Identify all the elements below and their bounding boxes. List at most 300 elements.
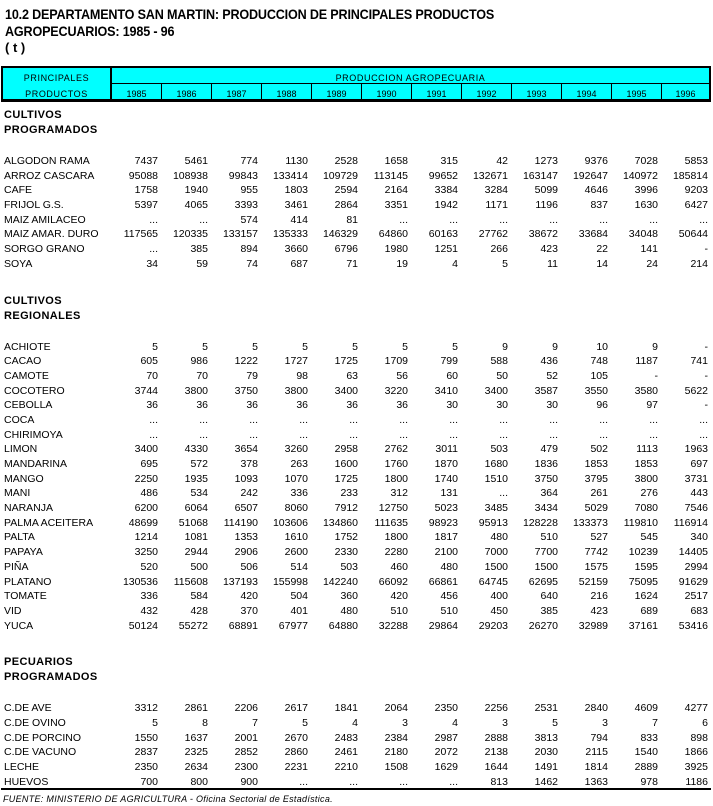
value-cell: 5 — [352, 340, 358, 353]
value-cell: 4065 — [184, 199, 208, 212]
value-cell: 7028 — [634, 155, 658, 167]
value-cell: 34 — [146, 257, 158, 270]
value-cell: 3220 — [384, 384, 408, 397]
value-cell: 1725 — [334, 472, 358, 485]
value-cell: 11 — [547, 257, 558, 270]
value-cell: 2206 — [234, 702, 258, 715]
value-cell: 1740 — [434, 472, 458, 485]
title-line-1: 10.2 DEPARTAMENTO SAN MARTIN: PRODUCCION DE PRINCIPALES PRODUCTOS — [5, 6, 495, 22]
value-cell: 2617 — [284, 702, 308, 715]
value-cell: ... — [349, 413, 358, 426]
product-name: CACAO — [4, 355, 42, 368]
value-cell: 1550 — [134, 731, 158, 744]
value-cell: 2864 — [334, 199, 358, 212]
value-cell: 6064 — [184, 502, 208, 515]
value-cell: 1752 — [334, 531, 358, 544]
table-row — [0, 560, 713, 575]
value-cell: 2958 — [334, 443, 358, 456]
value-cell: 640 — [540, 590, 558, 603]
value-cell: 103606 — [272, 516, 308, 529]
value-cell: 3731 — [684, 472, 708, 485]
product-name: CAFE — [4, 184, 33, 197]
product-name: PIÑA — [4, 560, 29, 573]
value-cell: ... — [549, 428, 558, 441]
value-cell: 3393 — [234, 199, 258, 212]
value-cell: 510 — [440, 604, 458, 617]
value-cell: 55272 — [178, 619, 208, 632]
table-row — [0, 198, 713, 213]
value-cell: 428 — [190, 604, 208, 617]
value-cell: 5461 — [184, 155, 208, 167]
value-cell: 480 — [440, 560, 458, 573]
value-cell: 1803 — [284, 184, 308, 197]
value-cell: 14405 — [678, 546, 708, 559]
value-cell: 385 — [190, 243, 208, 256]
value-cell: 1113 — [636, 443, 658, 456]
value-cell: ... — [649, 413, 658, 426]
value-cell: 1629 — [434, 761, 458, 773]
value-cell: 2840 — [584, 702, 608, 715]
value-cell: 1963 — [684, 443, 708, 456]
product-name: ACHIOTE — [4, 340, 51, 353]
value-cell: 50 — [496, 369, 508, 382]
value-cell: 3250 — [134, 546, 158, 559]
value-cell: 133414 — [272, 169, 308, 182]
value-cell: 3461 — [284, 199, 308, 212]
product-name: PALTA — [4, 531, 35, 544]
value-cell: 2250 — [134, 472, 158, 485]
value-cell: 12750 — [378, 502, 408, 515]
value-cell: 109729 — [322, 169, 358, 182]
value-cell: 1935 — [184, 472, 208, 485]
table-row — [0, 545, 713, 560]
section-title: CULTIVOS — [4, 109, 62, 121]
value-cell: 108938 — [172, 169, 208, 182]
value-cell: 3434 — [534, 502, 558, 515]
value-cell: 2762 — [384, 443, 408, 456]
year-header: 1989 — [312, 84, 362, 99]
value-cell: 1130 — [285, 155, 308, 167]
value-cell: 1273 — [534, 155, 558, 167]
value-cell: 2483 — [334, 731, 358, 744]
value-cell: 96 — [596, 399, 608, 412]
value-cell: 9 — [552, 340, 558, 353]
value-cell: 1595 — [634, 560, 658, 573]
value-cell: 128228 — [522, 516, 558, 529]
value-cell: ... — [349, 775, 358, 788]
value-cell: 360 — [340, 590, 358, 603]
value-cell: 700 — [140, 775, 158, 788]
value-cell: 370 — [240, 604, 258, 617]
value-cell: 2852 — [234, 746, 258, 759]
value-cell: ... — [299, 413, 308, 426]
product-name: C.DE OVINO — [4, 716, 66, 729]
value-cell: 6200 — [134, 502, 158, 515]
value-cell: 479 — [540, 443, 558, 456]
value-cell: 1510 — [484, 472, 508, 485]
value-cell: ... — [549, 413, 558, 426]
table-row — [0, 716, 713, 731]
product-name: ALGODON RAMA — [4, 155, 90, 167]
product-name: CHIRIMOYA — [4, 428, 63, 441]
value-cell: 5 — [302, 340, 308, 353]
year-header: 1991 — [412, 84, 462, 99]
value-cell: ... — [499, 487, 508, 500]
product-name: PAPAYA — [4, 546, 43, 559]
value-cell: 500 — [190, 560, 208, 573]
value-cell: 7080 — [634, 502, 658, 515]
section-rows — [0, 701, 713, 789]
year-header: 1990 — [362, 84, 412, 99]
table-row — [0, 428, 713, 443]
value-cell: ... — [299, 428, 308, 441]
value-cell: 116914 — [673, 516, 708, 529]
product-name: FRIJOL G.S. — [4, 199, 64, 212]
value-cell: 3813 — [534, 731, 558, 744]
value-cell: 146329 — [322, 228, 358, 241]
year-header: 1985 — [112, 84, 162, 99]
value-cell: 3800 — [184, 384, 208, 397]
value-cell: 545 — [640, 531, 658, 544]
table-row — [0, 384, 713, 399]
value-cell: 50124 — [128, 619, 158, 632]
year-header: 1996 — [675, 89, 696, 99]
value-cell: 1942 — [434, 199, 458, 212]
value-cell: 2350 — [434, 702, 458, 715]
product-name: SORGO GRANO — [4, 243, 85, 256]
value-cell: 216 — [590, 590, 608, 603]
value-cell: 2634 — [184, 761, 208, 773]
value-cell: 8 — [202, 716, 208, 729]
value-cell: 62695 — [528, 575, 558, 588]
section-subtitle: PROGRAMADOS — [4, 124, 98, 136]
product-name: COCOTERO — [4, 384, 65, 397]
product-name: C.DE AVE — [4, 702, 52, 715]
value-cell: 5 — [152, 716, 158, 729]
value-cell: 29864 — [428, 619, 458, 632]
header-label-principales: PRINCIPALES — [23, 73, 90, 83]
value-cell: 6796 — [334, 243, 358, 256]
value-cell: ... — [699, 213, 708, 226]
value-cell: 1600 — [334, 458, 358, 470]
value-cell: 91629 — [678, 575, 708, 588]
value-cell: 1760 — [384, 458, 408, 470]
value-cell: 504 — [290, 590, 308, 603]
value-cell: 2531 — [534, 702, 558, 715]
value-cell: 3400 — [484, 384, 508, 397]
value-cell: 185814 — [672, 169, 708, 182]
value-cell: 1725 — [334, 355, 358, 368]
value-cell: 2210 — [334, 761, 358, 773]
value-cell: 10 — [596, 340, 608, 353]
value-cell: 7 — [652, 716, 658, 729]
value-cell: 3750 — [234, 384, 258, 397]
value-cell: 1214 — [134, 531, 158, 544]
value-cell: ... — [199, 213, 208, 226]
product-name: CEBOLLA — [4, 399, 53, 412]
source-note: FUENTE: MINISTERIO DE AGRICULTURA - Oficina Sectorial de Estadística. — [3, 794, 333, 804]
value-cell: 900 — [240, 775, 258, 788]
value-cell: ... — [449, 428, 458, 441]
product-name: VID — [4, 604, 22, 617]
table-row — [0, 589, 713, 604]
value-cell: 1196 — [535, 199, 558, 212]
value-cell: 7700 — [534, 546, 558, 559]
section-rows — [0, 154, 713, 272]
value-cell: 3400 — [134, 443, 158, 456]
table-row — [0, 530, 713, 545]
product-name: MAIZ AMILACEO — [4, 213, 86, 226]
value-cell: 794 — [590, 731, 608, 744]
value-cell: 799 — [440, 355, 458, 368]
value-cell: ... — [649, 428, 658, 441]
value-cell: 1644 — [484, 761, 508, 773]
value-cell: 1680 — [484, 458, 508, 470]
table-row — [0, 472, 713, 487]
value-cell: ... — [699, 413, 708, 426]
value-cell: 137193 — [222, 575, 258, 588]
value-cell: 1630 — [634, 199, 658, 212]
value-cell: 456 — [440, 590, 458, 603]
value-cell: 423 — [590, 604, 608, 617]
value-cell: 6 — [702, 716, 708, 729]
value-cell: 4646 — [584, 184, 608, 197]
value-cell: - — [654, 369, 658, 382]
production-column-group — [112, 68, 709, 99]
table-section — [0, 294, 713, 634]
value-cell: 955 — [240, 184, 258, 197]
value-cell: 336 — [290, 487, 308, 500]
value-cell: 2600 — [284, 546, 308, 559]
value-cell: 340 — [690, 531, 708, 544]
value-cell: 36 — [246, 399, 258, 412]
value-cell: ... — [499, 428, 508, 441]
value-cell: 98923 — [428, 516, 458, 529]
value-cell: 8060 — [284, 502, 308, 515]
value-cell: 5 — [152, 340, 158, 353]
value-cell: 502 — [590, 443, 608, 456]
value-cell: 2384 — [384, 731, 408, 744]
value-cell: 24 — [646, 257, 658, 270]
product-name: MANDARINA — [4, 458, 68, 470]
value-cell: 7742 — [584, 546, 608, 559]
value-cell: 5397 — [134, 199, 158, 212]
value-cell: 70 — [146, 369, 158, 382]
value-cell: 1637 — [184, 731, 208, 744]
value-cell: 436 — [540, 355, 558, 368]
value-cell: 385 — [540, 604, 558, 617]
value-cell: 986 — [190, 355, 208, 368]
value-cell: 242 — [240, 487, 258, 500]
value-cell: 3654 — [234, 443, 258, 456]
value-cell: 1363 — [584, 775, 608, 788]
value-cell: 131 — [440, 487, 458, 500]
value-cell: 4330 — [184, 443, 208, 456]
value-cell: ... — [549, 213, 558, 226]
value-cell: 1814 — [584, 761, 608, 773]
value-cell: 1070 — [284, 472, 308, 485]
value-cell: 95088 — [128, 169, 158, 182]
value-cell: ... — [299, 775, 308, 788]
value-cell: 134860 — [322, 516, 358, 529]
value-cell: 133157 — [222, 228, 258, 241]
product-name: COCA — [4, 413, 35, 426]
table-row — [0, 516, 713, 531]
value-cell: ... — [199, 413, 208, 426]
value-cell: 3485 — [484, 502, 508, 515]
value-cell: 978 — [640, 775, 658, 788]
table-body — [0, 108, 713, 789]
value-cell: 2001 — [234, 731, 258, 744]
table-row — [0, 501, 713, 516]
value-cell: 813 — [490, 775, 508, 788]
table-row — [0, 745, 713, 760]
value-cell: 3284 — [484, 184, 508, 197]
value-cell: 450 — [490, 604, 508, 617]
table-row — [0, 213, 713, 228]
value-cell: 9203 — [684, 184, 708, 197]
value-cell: 2330 — [334, 546, 358, 559]
value-cell: 37161 — [628, 619, 658, 632]
value-cell: 2350 — [134, 761, 158, 773]
value-cell: 1727 — [284, 355, 308, 368]
value-cell: 98 — [296, 369, 308, 382]
value-cell: 163147 — [522, 169, 558, 182]
value-cell: 1508 — [384, 761, 408, 773]
table-row — [0, 340, 713, 355]
value-cell: ... — [649, 213, 658, 226]
value-cell: 336 — [140, 590, 158, 603]
value-cell: 52159 — [578, 575, 608, 588]
table-row — [0, 413, 713, 428]
value-cell: 276 — [640, 487, 658, 500]
value-cell: 7437 — [134, 155, 158, 167]
section-subtitle: PROGRAMADOS — [4, 671, 98, 684]
value-cell: 1658 — [384, 155, 408, 167]
product-name: PALMA ACEITERA — [4, 516, 94, 529]
value-cell: 75095 — [628, 575, 658, 588]
value-cell: 53416 — [678, 619, 708, 632]
value-cell: ... — [449, 213, 458, 226]
value-cell: 423 — [540, 243, 558, 256]
value-cell: ... — [149, 213, 158, 226]
value-cell: 32288 — [378, 619, 408, 632]
value-cell: - — [704, 243, 708, 256]
value-cell: ... — [499, 213, 508, 226]
value-cell: 486 — [140, 487, 158, 500]
value-cell: 689 — [640, 604, 658, 617]
product-name: LIMON — [4, 443, 38, 456]
value-cell: 5622 — [684, 384, 708, 397]
product-name: C.DE VACUNO — [4, 746, 77, 759]
value-cell: 4 — [452, 257, 458, 270]
value-cell: 119810 — [623, 516, 658, 529]
value-cell: 5853 — [684, 155, 708, 167]
section-title: PECUARIOS — [4, 656, 73, 669]
value-cell: ... — [149, 428, 158, 441]
value-cell: 42 — [496, 155, 508, 167]
value-cell: 36 — [296, 399, 308, 412]
table-row — [0, 731, 713, 746]
value-cell: 2280 — [384, 546, 408, 559]
value-cell: 105 — [590, 369, 608, 382]
value-cell: 1980 — [384, 243, 408, 256]
value-cell: 3011 — [435, 443, 458, 456]
value-cell: 2861 — [184, 702, 208, 715]
value-cell: 898 — [690, 731, 708, 744]
value-cell: 5029 — [584, 502, 608, 515]
value-cell: 30 — [496, 399, 508, 412]
value-cell: 1575 — [584, 560, 608, 573]
value-cell: 1758 — [134, 184, 158, 197]
value-cell: 3550 — [584, 384, 608, 397]
value-cell: 68891 — [228, 619, 258, 632]
table-row — [0, 227, 713, 242]
value-cell: 2138 — [484, 746, 508, 759]
value-cell: 420 — [240, 590, 258, 603]
value-cell: 1081 — [184, 531, 208, 544]
table-section — [0, 108, 713, 272]
value-cell: 233 — [340, 487, 358, 500]
value-cell: 1940 — [184, 184, 208, 197]
value-cell: 2837 — [134, 746, 158, 759]
value-cell: 748 — [590, 355, 608, 368]
value-cell: 7546 — [684, 502, 708, 515]
product-name: MAIZ AMAR. DURO — [4, 228, 99, 241]
product-name: C.DE PORCINO — [4, 731, 82, 744]
value-cell: 1610 — [284, 531, 308, 544]
value-cell: 5 — [552, 716, 558, 729]
product-name: NARANJA — [4, 502, 54, 515]
table-header — [1, 66, 711, 102]
value-cell: ... — [199, 428, 208, 441]
value-cell: 214 — [690, 257, 708, 270]
value-cell: 30 — [546, 399, 558, 412]
value-cell: 1841 — [334, 702, 358, 715]
value-cell: 3660 — [284, 243, 308, 256]
section-rows — [0, 340, 713, 634]
value-cell: - — [704, 340, 708, 353]
value-cell: 1853 — [584, 458, 608, 470]
value-cell: 111635 — [374, 516, 408, 529]
value-cell: ... — [449, 413, 458, 426]
value-cell: 2888 — [484, 731, 508, 744]
value-cell: 1353 — [234, 531, 258, 544]
value-cell: 3351 — [384, 199, 408, 212]
value-cell: 9 — [502, 340, 508, 353]
value-cell: 378 — [240, 458, 258, 470]
value-cell: 3260 — [284, 443, 308, 456]
value-cell: 5 — [402, 340, 408, 353]
value-cell: 60 — [446, 369, 458, 382]
value-cell: 99843 — [228, 169, 258, 182]
value-cell: - — [704, 399, 708, 412]
value-cell: 2889 — [634, 761, 658, 773]
value-cell: 1870 — [434, 458, 458, 470]
value-cell: 400 — [490, 590, 508, 603]
value-cell: 7000 — [484, 546, 508, 559]
value-cell: 2670 — [284, 731, 308, 744]
value-cell: 7 — [252, 716, 258, 729]
value-cell: 2164 — [384, 184, 408, 197]
value-cell: 1491 — [534, 761, 558, 773]
value-cell: 74 — [246, 257, 258, 270]
value-cell: 3925 — [684, 761, 708, 773]
value-cell: 3750 — [534, 472, 558, 485]
value-cell: 7912 — [334, 502, 358, 515]
value-cell: 894 — [240, 243, 258, 256]
value-cell: 36 — [146, 399, 158, 412]
